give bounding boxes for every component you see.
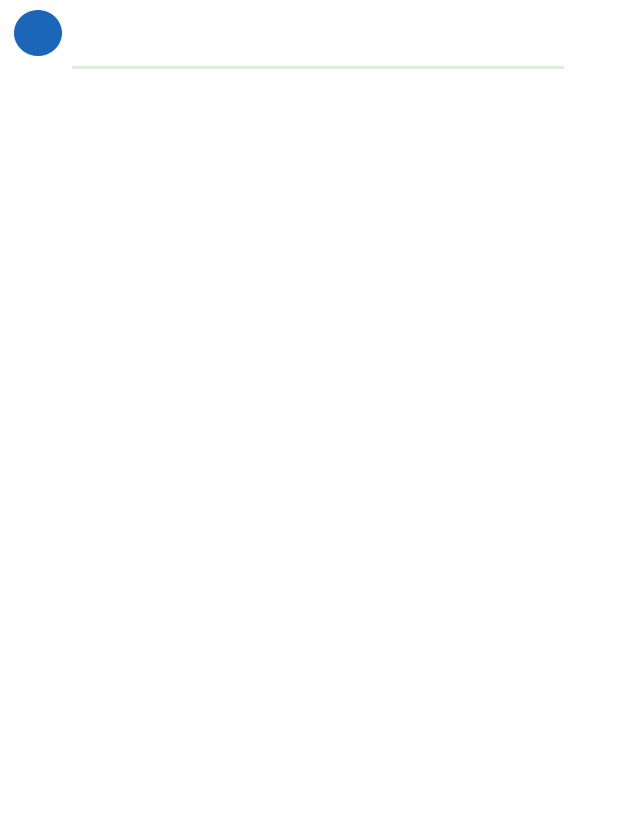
site-logo[interactable] [14,8,224,60]
explanation-box [72,66,564,69]
logo-badge [14,10,62,56]
page-header [0,0,638,62]
exam-content [58,66,564,69]
